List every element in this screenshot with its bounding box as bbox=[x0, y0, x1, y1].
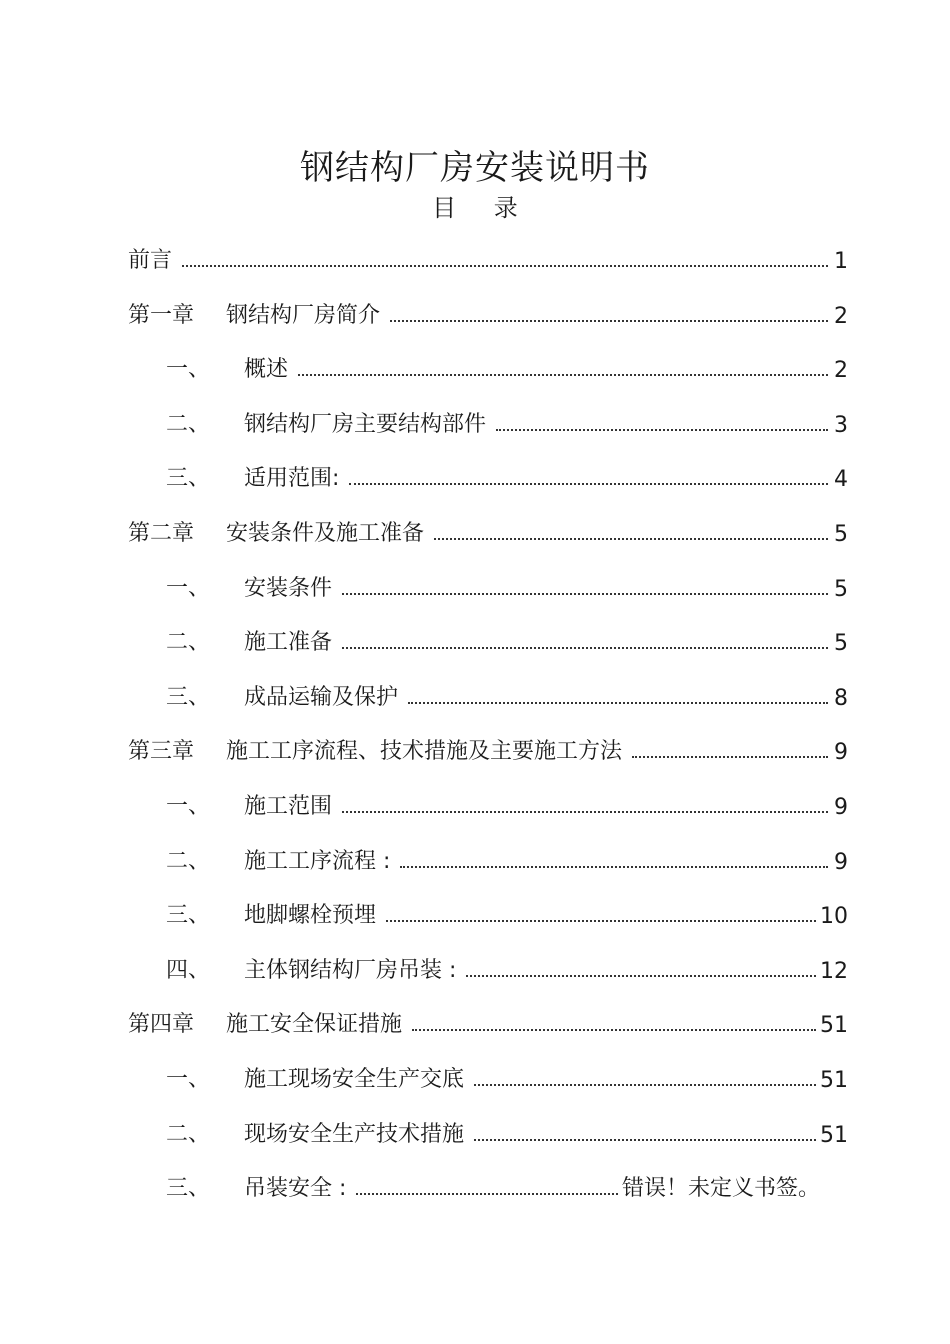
toc-dot-leader bbox=[342, 592, 828, 595]
toc-entry[interactable] bbox=[128, 731, 848, 765]
toc-entry[interactable] bbox=[166, 1168, 820, 1202]
toc-entry[interactable] bbox=[166, 404, 848, 438]
toc-entry-label: 钢结构厂房主要结构部件 bbox=[244, 411, 487, 437]
toc-dot-leader bbox=[356, 1192, 618, 1195]
toc-entry-number: 第三章 bbox=[128, 739, 195, 765]
toc-dot-leader bbox=[496, 428, 828, 431]
toc-dot-leader bbox=[298, 373, 828, 376]
toc-dot-leader bbox=[474, 1138, 816, 1141]
toc-page-number: 3 bbox=[834, 412, 848, 438]
toc-entry[interactable] bbox=[166, 841, 848, 875]
toc-entry[interactable] bbox=[166, 786, 848, 820]
toc-entry-label: 前言 bbox=[128, 248, 173, 273]
toc-entry-number: 三、 bbox=[166, 903, 211, 929]
toc-entry-label: 吊装安全 : bbox=[244, 1176, 347, 1202]
toc-entry-label: 地脚螺栓预埋 bbox=[244, 903, 377, 929]
toc-entry-number: 二、 bbox=[166, 848, 211, 874]
toc-page-number: 51 bbox=[820, 1122, 848, 1148]
toc-page-number: 5 bbox=[834, 631, 848, 657]
toc-dot-leader bbox=[400, 865, 828, 868]
toc-entry-label: 施工工序流程 : bbox=[244, 848, 391, 874]
toc-error-text: 错误！未定义书签。 bbox=[621, 1176, 820, 1202]
toc-entry-label: 成品运输及保护 bbox=[244, 684, 399, 710]
toc-dot-leader bbox=[412, 1028, 816, 1031]
toc-dot-leader bbox=[408, 701, 828, 704]
toc-entry[interactable] bbox=[166, 1114, 848, 1148]
toc-entry-label: 施工范围 bbox=[244, 794, 333, 819]
toc-page-number: 1 bbox=[834, 249, 848, 274]
document-title: 钢结构厂房安装说明书 bbox=[300, 148, 650, 188]
toc-entry-number: 一、 bbox=[166, 794, 211, 819]
toc-entry-label: 适用范围: bbox=[244, 466, 340, 492]
toc-page-number: 9 bbox=[834, 849, 848, 875]
toc-dot-leader bbox=[466, 974, 816, 977]
toc-entry-label: 施工现场安全生产交底 bbox=[244, 1067, 465, 1092]
toc-entry-number: 二、 bbox=[166, 630, 211, 656]
toc-page-number: 2 bbox=[834, 358, 848, 384]
toc-page-number: 51 bbox=[820, 1068, 848, 1093]
toc-entry-label: 施工工序流程、技术措施及主要施工方法 bbox=[226, 739, 623, 765]
toc-page-number: 9 bbox=[834, 795, 848, 820]
toc-entry[interactable] bbox=[128, 295, 848, 329]
toc-page-number: 5 bbox=[834, 576, 848, 602]
toc-dot-leader bbox=[632, 755, 828, 758]
toc-page-number: 12 bbox=[820, 958, 848, 984]
toc-entry-number: 一、 bbox=[166, 1067, 211, 1092]
toc-entry[interactable] bbox=[166, 622, 848, 656]
toc-page-number: 2 bbox=[834, 303, 848, 329]
toc-entry-label: 安装条件及施工准备 bbox=[226, 521, 425, 546]
toc-entry-number: 第二章 bbox=[128, 521, 195, 546]
toc-entry-number: 二、 bbox=[166, 411, 211, 437]
toc-entry[interactable] bbox=[166, 895, 848, 929]
toc-entry[interactable] bbox=[128, 1004, 848, 1038]
toc-entry[interactable] bbox=[166, 458, 848, 492]
toc-entry[interactable] bbox=[166, 1059, 848, 1093]
toc-entry-number: 三、 bbox=[166, 1176, 211, 1202]
toc-entry-label: 现场安全生产技术措施 bbox=[244, 1121, 465, 1147]
toc-entry[interactable] bbox=[166, 677, 848, 711]
toc-entry[interactable] bbox=[166, 349, 848, 383]
toc-page-number: 8 bbox=[834, 685, 848, 711]
toc-page-number: 4 bbox=[834, 467, 848, 493]
toc-entry[interactable] bbox=[128, 513, 848, 547]
toc-entry-number: 一、 bbox=[166, 575, 211, 601]
toc-entry-number: 三、 bbox=[166, 466, 211, 492]
toc-dot-leader bbox=[349, 482, 828, 485]
toc-entry-label: 钢结构厂房简介 bbox=[226, 302, 381, 328]
toc-dot-leader bbox=[474, 1083, 816, 1086]
toc-entry[interactable] bbox=[166, 950, 848, 984]
toc-entry-number: 三、 bbox=[166, 684, 211, 710]
toc-dot-leader bbox=[342, 810, 828, 813]
toc-entry-number: 第四章 bbox=[128, 1012, 195, 1038]
toc-entry-label: 施工准备 bbox=[244, 630, 333, 656]
toc-entry-label: 施工安全保证措施 bbox=[226, 1012, 403, 1038]
toc-entry-label: 概述 bbox=[244, 357, 289, 383]
toc-entry-label: 安装条件 bbox=[244, 575, 333, 601]
toc-dot-leader bbox=[390, 319, 828, 322]
toc-dot-leader bbox=[182, 264, 828, 267]
toc-entry-number: 二、 bbox=[166, 1121, 211, 1147]
toc-entry[interactable] bbox=[128, 240, 848, 274]
toc-dot-leader bbox=[386, 919, 816, 922]
toc-page-number: 51 bbox=[820, 1013, 848, 1039]
toc-dot-leader bbox=[434, 537, 828, 540]
toc-dot-leader bbox=[342, 646, 828, 649]
toc-entry-label: 主体钢结构厂房吊装 : bbox=[244, 957, 457, 983]
toc-entry[interactable] bbox=[166, 568, 848, 602]
toc-entry-number: 一、 bbox=[166, 357, 211, 383]
toc-entry-number: 第一章 bbox=[128, 302, 195, 328]
toc-entry-number: 四、 bbox=[166, 957, 211, 983]
toc-page-number: 9 bbox=[834, 740, 848, 766]
toc-page-number: 5 bbox=[834, 522, 848, 547]
toc-heading: 目 录 bbox=[432, 194, 518, 222]
toc-page-number: 10 bbox=[820, 904, 848, 930]
